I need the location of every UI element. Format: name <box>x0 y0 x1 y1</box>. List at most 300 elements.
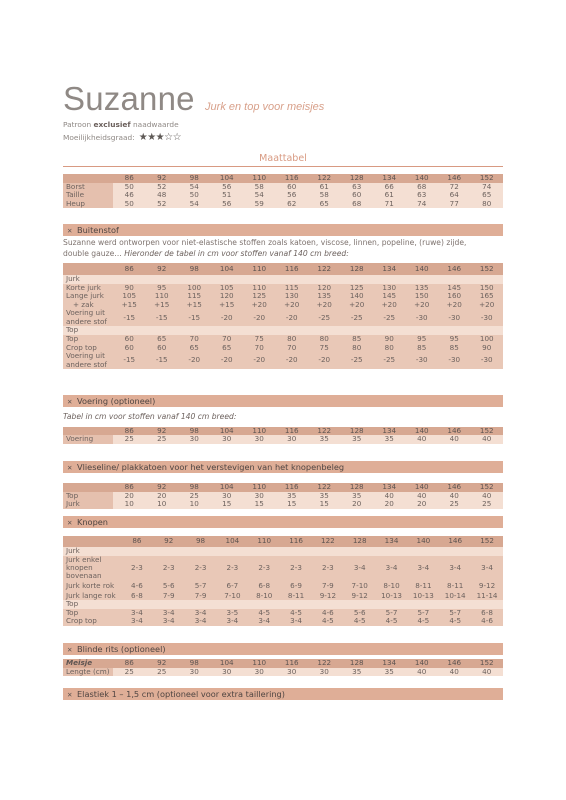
table-cell: -30 <box>471 352 504 369</box>
table-cell: 135 <box>308 292 341 301</box>
paragraph-line: double gauze… <box>63 248 125 258</box>
pattern-bold: exclusief <box>93 120 131 129</box>
table-cell <box>471 547 503 556</box>
table-cell: 128 <box>341 483 374 492</box>
table-cell: 116 <box>280 536 312 547</box>
table-cell: -15 <box>146 309 179 326</box>
table-cell: 62 <box>276 200 309 209</box>
table-cell <box>185 547 217 556</box>
table-cell: 50 <box>113 183 146 192</box>
table-cell: 25 <box>438 500 471 509</box>
table-cell: 104 <box>211 659 244 668</box>
table-cell: 35 <box>373 435 406 444</box>
table-cell: 122 <box>308 263 341 275</box>
table-cell: 30 <box>243 435 276 444</box>
table-cell: 140 <box>406 659 439 668</box>
knopen-section <box>63 516 503 626</box>
table-cell: 130 <box>276 292 309 301</box>
difficulty <box>63 132 503 144</box>
table-cell: 7-9 <box>312 581 344 592</box>
table-cell: 140 <box>341 292 374 301</box>
table-cell: 50 <box>113 200 146 209</box>
table-cell: 70 <box>178 335 211 344</box>
table-cell: 110 <box>243 284 276 293</box>
table-cell: 86 <box>113 427 146 436</box>
table-cell: 152 <box>471 659 504 668</box>
table-cell: 68 <box>341 200 374 209</box>
table-cell: 59 <box>243 200 276 209</box>
table-cell: 40 <box>373 492 406 501</box>
table-cell: 122 <box>308 659 341 668</box>
table-cell: 10 <box>146 500 179 509</box>
table-cell <box>407 547 439 556</box>
table-cell: 90 <box>471 344 504 353</box>
maattabel-table <box>63 174 503 208</box>
table-cell: 140 <box>406 263 439 275</box>
table-cell: 70 <box>243 344 276 353</box>
table-cell: +20 <box>308 301 341 310</box>
table-cell: -15 <box>113 352 146 369</box>
table-cell: 10 <box>178 500 211 509</box>
table-cell: 56 <box>211 200 244 209</box>
table-cell: 54 <box>243 191 276 200</box>
table-cell: 85 <box>438 344 471 353</box>
maattabel-title: Maattabel <box>259 153 307 164</box>
table-cell: 134 <box>376 536 408 547</box>
row-label: Jurk <box>63 500 113 509</box>
page-title: Suzanne <box>63 80 195 117</box>
table-row <box>63 617 503 626</box>
table-cell: 128 <box>341 263 374 275</box>
table-cell: 52 <box>146 183 179 192</box>
table-cell: 25 <box>113 668 146 677</box>
table-cell: 105 <box>211 284 244 293</box>
table-cell: 95 <box>406 335 439 344</box>
table-cell: 74 <box>406 200 439 209</box>
close-icon: ✕ <box>67 519 73 527</box>
table-cell: 140 <box>407 536 439 547</box>
table-cell: 90 <box>113 284 146 293</box>
table-cell: 5-7 <box>376 609 408 618</box>
table-cell: 146 <box>438 659 471 668</box>
table-cell: 40 <box>438 492 471 501</box>
table-cell: 152 <box>471 263 504 275</box>
table-cell: 92 <box>146 483 179 492</box>
table-cell: 86 <box>113 263 146 275</box>
table-cell: 85 <box>341 335 374 344</box>
table-cell: 2-3 <box>312 556 344 581</box>
group-label: Jurk <box>63 275 113 284</box>
table-cell: 30 <box>211 435 244 444</box>
table-row <box>63 344 503 353</box>
table-cell: 15 <box>243 500 276 509</box>
table-cell: 10-14 <box>439 592 471 601</box>
table-cell: 61 <box>373 191 406 200</box>
table-row <box>63 309 503 326</box>
table-cell: 105 <box>113 292 146 301</box>
table-cell: 30 <box>178 668 211 677</box>
row-label: Voering uit andere stof <box>63 352 113 369</box>
table-cell: 80 <box>373 344 406 353</box>
section-title: Blinde rits (optioneel) <box>77 644 166 654</box>
table-cell: 125 <box>341 284 374 293</box>
table-cell: +20 <box>276 301 309 310</box>
row-label: Crop top <box>63 344 113 353</box>
table-cell: 30 <box>243 492 276 501</box>
table-cell: 4-6 <box>121 581 153 592</box>
table-cell: 116 <box>276 483 309 492</box>
table-cell: 116 <box>276 659 309 668</box>
table-cell: -25 <box>308 309 341 326</box>
table-cell <box>439 547 471 556</box>
table-cell: 80 <box>471 200 504 209</box>
table-row <box>63 500 503 509</box>
table-cell: 30 <box>211 492 244 501</box>
table-cell: 165 <box>471 292 504 301</box>
table-cell: 3-4 <box>471 556 503 581</box>
table-cell: 2-3 <box>153 556 185 581</box>
table-cell: 160 <box>438 292 471 301</box>
row-label: Voering <box>63 435 113 444</box>
table-cell: 52 <box>146 200 179 209</box>
table-cell: 92 <box>146 174 179 183</box>
table-cell: 92 <box>146 659 179 668</box>
table-cell: 6-7 <box>216 581 248 592</box>
table-cell: 146 <box>438 427 471 436</box>
table-cell: 8-10 <box>376 581 408 592</box>
voering-note: Tabel in cm voor stoffen vanaf 140 cm breed: <box>63 412 237 421</box>
pattern-suffix: naadwaarde <box>130 120 179 129</box>
table-cell: 75 <box>308 344 341 353</box>
table-cell: 140 <box>406 483 439 492</box>
table-cell: 71 <box>373 200 406 209</box>
table-cell: 60 <box>276 183 309 192</box>
section-header-voering <box>63 395 503 407</box>
table-cell: 6-8 <box>121 592 153 601</box>
elastiek-section <box>63 688 503 700</box>
table-cell: 6-8 <box>471 609 503 618</box>
row-label: Lange jurk <box>63 292 113 301</box>
table-cell: 128 <box>341 174 374 183</box>
table-cell: 2-3 <box>121 556 153 581</box>
table-cell: 9-12 <box>471 581 503 592</box>
vlieseline-table <box>63 483 503 509</box>
table-cell: 9-12 <box>312 592 344 601</box>
table-cell <box>216 547 248 556</box>
table-cell: +15 <box>178 301 211 310</box>
table-cell: -25 <box>373 352 406 369</box>
table-cell: 122 <box>308 427 341 436</box>
table-cell: 40 <box>471 668 504 677</box>
table-cell: 4-5 <box>376 617 408 626</box>
table-cell: 40 <box>471 492 504 501</box>
table-cell: 6-9 <box>280 581 312 592</box>
table-cell: 115 <box>178 292 211 301</box>
table-cell <box>153 547 185 556</box>
table-cell: 4-6 <box>312 609 344 618</box>
table-cell: 4-5 <box>439 617 471 626</box>
table-cell: 130 <box>373 284 406 293</box>
table-cell <box>280 547 312 556</box>
row-label: Jurk enkel knopen bovenaan <box>63 556 121 581</box>
table-cell: 6-8 <box>248 581 280 592</box>
group-label: Jurk <box>63 547 121 556</box>
table-cell: 120 <box>308 284 341 293</box>
table-cell: 30 <box>243 668 276 677</box>
table-cell: 104 <box>211 263 244 275</box>
table-cell: -20 <box>178 352 211 369</box>
table-cell: 145 <box>438 284 471 293</box>
table-cell: 135 <box>406 284 439 293</box>
table-row <box>63 200 503 209</box>
table-cell: 95 <box>438 335 471 344</box>
table-cell: 65 <box>178 344 211 353</box>
table-row <box>63 352 503 369</box>
section-header-vlieseline <box>63 461 503 473</box>
close-icon: ✕ <box>67 227 73 235</box>
table-cell: 152 <box>471 427 504 436</box>
table-cell: 25 <box>146 668 179 677</box>
table-cell <box>344 547 376 556</box>
paragraph-italic: Hieronder de tabel in cm voor stoffen vanaf 140 cm breed: <box>124 248 349 258</box>
table-cell: 2-3 <box>248 556 280 581</box>
table-cell: 60 <box>146 344 179 353</box>
table-row <box>63 556 503 581</box>
table-cell: 60 <box>341 191 374 200</box>
table-cell: 145 <box>373 292 406 301</box>
maattabel-section <box>63 174 503 208</box>
table-cell: 7-10 <box>344 581 376 592</box>
table-cell: -30 <box>438 309 471 326</box>
voering-table <box>63 427 503 444</box>
row-label: Lengte (cm) <box>63 668 113 677</box>
table-cell: 64 <box>438 191 471 200</box>
table-cell: 65 <box>308 200 341 209</box>
table-cell: 110 <box>243 483 276 492</box>
section-header-elastiek <box>63 688 503 700</box>
table-cell: 125 <box>243 292 276 301</box>
table-cell: 152 <box>471 174 504 183</box>
table-cell: 104 <box>211 174 244 183</box>
table-cell: 90 <box>373 335 406 344</box>
table-cell: +15 <box>146 301 179 310</box>
table-cell: 4-5 <box>407 617 439 626</box>
table-cell: 15 <box>276 500 309 509</box>
table-cell: 5-6 <box>153 581 185 592</box>
row-label: Top <box>63 609 121 618</box>
table-cell: 80 <box>308 335 341 344</box>
table-cell: 68 <box>406 183 439 192</box>
close-icon: ✕ <box>67 646 73 654</box>
table-cell: 58 <box>308 191 341 200</box>
table-cell: 98 <box>178 659 211 668</box>
table-cell: 63 <box>406 191 439 200</box>
table-cell: 60 <box>113 344 146 353</box>
table-cell: 150 <box>471 284 504 293</box>
table-cell: 3-4 <box>248 617 280 626</box>
table-cell: 134 <box>373 263 406 275</box>
buitenstof-section <box>63 224 503 369</box>
table-cell: 58 <box>243 183 276 192</box>
table-cell: 128 <box>341 427 374 436</box>
table-cell: 50 <box>178 191 211 200</box>
table-cell: 86 <box>113 174 146 183</box>
table-cell: 110 <box>243 427 276 436</box>
table-cell: 98 <box>178 263 211 275</box>
table-cell: -20 <box>211 309 244 326</box>
table-cell: 35 <box>341 492 374 501</box>
table-row <box>63 301 503 310</box>
table-cell: 10-13 <box>407 592 439 601</box>
table-cell: 63 <box>341 183 374 192</box>
table-cell: 20 <box>406 500 439 509</box>
table-cell: 86 <box>113 659 146 668</box>
row-label: Korte jurk <box>63 284 113 293</box>
table-cell: 128 <box>344 536 376 547</box>
table-cell: 134 <box>373 174 406 183</box>
table-cell: 146 <box>438 483 471 492</box>
table-cell: 75 <box>243 335 276 344</box>
table-cell: 20 <box>373 500 406 509</box>
table-cell: -25 <box>341 309 374 326</box>
table-cell: 25 <box>113 435 146 444</box>
difficulty-label: Moeilijkheidsgraad: <box>63 133 135 142</box>
section-title: Vlieseline/ plakkatoen voor het verstevigen van het knopenbeleg <box>77 462 345 472</box>
table-cell: -15 <box>146 352 179 369</box>
section-title: Voering (optioneel) <box>77 396 156 406</box>
close-icon: ✕ <box>67 691 73 699</box>
row-label: Crop top <box>63 617 121 626</box>
table-cell: -30 <box>406 309 439 326</box>
table-cell: 3-4 <box>121 617 153 626</box>
close-icon: ✕ <box>67 398 73 406</box>
table-cell: 7-10 <box>216 592 248 601</box>
table-cell: 30 <box>178 435 211 444</box>
table-cell: 134 <box>373 427 406 436</box>
group-label: Top <box>63 600 121 609</box>
table-cell: 35 <box>276 492 309 501</box>
table-cell: 11-14 <box>471 592 503 601</box>
table-cell: -30 <box>471 309 504 326</box>
table-cell: 98 <box>178 174 211 183</box>
table-cell: 85 <box>406 344 439 353</box>
table-cell: 3-4 <box>185 617 217 626</box>
table-cell: 25 <box>178 492 211 501</box>
row-label: Heup <box>63 200 113 209</box>
table-cell: -20 <box>243 352 276 369</box>
table-cell: 72 <box>438 183 471 192</box>
table-cell: 100 <box>178 284 211 293</box>
table-cell: 3-4 <box>185 609 217 618</box>
table-cell: 25 <box>146 435 179 444</box>
table-cell: 30 <box>308 668 341 677</box>
table-cell: -15 <box>178 309 211 326</box>
table-cell: 2-3 <box>185 556 217 581</box>
blinde-rits-section <box>63 643 503 676</box>
row-label: + zak <box>63 301 113 310</box>
table-cell: 15 <box>308 500 341 509</box>
table-cell: 5-7 <box>439 609 471 618</box>
table-cell: 30 <box>211 668 244 677</box>
table-cell: +15 <box>113 301 146 310</box>
table-cell: 100 <box>471 335 504 344</box>
table-cell: 61 <box>308 183 341 192</box>
table-cell: 122 <box>308 483 341 492</box>
table-cell: 98 <box>178 483 211 492</box>
table-cell: 77 <box>438 200 471 209</box>
pattern-note <box>63 119 503 131</box>
table-cell: 40 <box>438 435 471 444</box>
table-cell: 3-4 <box>439 556 471 581</box>
table-cell <box>312 547 344 556</box>
table-cell: 40 <box>438 668 471 677</box>
section-title: Knopen <box>77 517 108 527</box>
row-label: Voering uit andere stof <box>63 309 113 326</box>
row-label: Meisje <box>63 659 113 668</box>
table-cell: 15 <box>211 500 244 509</box>
table-cell: 20 <box>146 492 179 501</box>
section-header-blinde-rits <box>63 643 503 655</box>
table-cell: 110 <box>243 659 276 668</box>
table-cell: 3-4 <box>153 617 185 626</box>
table-header-row <box>63 536 503 547</box>
title-block <box>63 80 503 144</box>
table-cell: 54 <box>178 183 211 192</box>
table-cell: 4-6 <box>471 617 503 626</box>
row-label: Top <box>63 492 113 501</box>
table-cell: -15 <box>113 309 146 326</box>
vlieseline-section <box>63 461 503 509</box>
group-label: Top <box>63 326 113 335</box>
table-cell: 146 <box>438 174 471 183</box>
table-cell: 5-7 <box>185 581 217 592</box>
table-cell: 3-4 <box>153 609 185 618</box>
section-title: Buitenstof <box>77 225 119 235</box>
table-cell: 115 <box>276 284 309 293</box>
table-cell: 2-3 <box>216 556 248 581</box>
table-cell: 104 <box>211 483 244 492</box>
table-cell: 140 <box>406 174 439 183</box>
table-cell: 80 <box>341 344 374 353</box>
section-title: Elastiek 1 – 1,5 cm (optioneel voor extra taillering) <box>77 689 285 699</box>
table-cell: 134 <box>373 659 406 668</box>
table-cell: 35 <box>341 435 374 444</box>
table-cell: 5-6 <box>344 609 376 618</box>
table-cell: 4-5 <box>312 617 344 626</box>
row-label: Jurk lange rok <box>63 592 121 601</box>
table-cell: -30 <box>438 352 471 369</box>
table-cell <box>376 547 408 556</box>
table-cell: 30 <box>276 435 309 444</box>
table-cell: 8-11 <box>280 592 312 601</box>
table-cell: 35 <box>341 668 374 677</box>
table-cell: 3-4 <box>280 617 312 626</box>
knopen-table <box>63 536 503 626</box>
table-cell: 8-11 <box>407 581 439 592</box>
table-cell: 65 <box>471 191 504 200</box>
table-cell: 2-3 <box>280 556 312 581</box>
table-cell: 4-5 <box>248 609 280 618</box>
row-label: Jurk korte rok <box>63 581 121 592</box>
table-subheader-row <box>63 547 503 556</box>
table-cell <box>121 547 153 556</box>
table-cell <box>248 547 280 556</box>
table-cell: 51 <box>211 191 244 200</box>
table-cell: 35 <box>308 435 341 444</box>
table-row <box>63 609 503 618</box>
table-cell: -25 <box>341 352 374 369</box>
table-row <box>63 592 503 601</box>
